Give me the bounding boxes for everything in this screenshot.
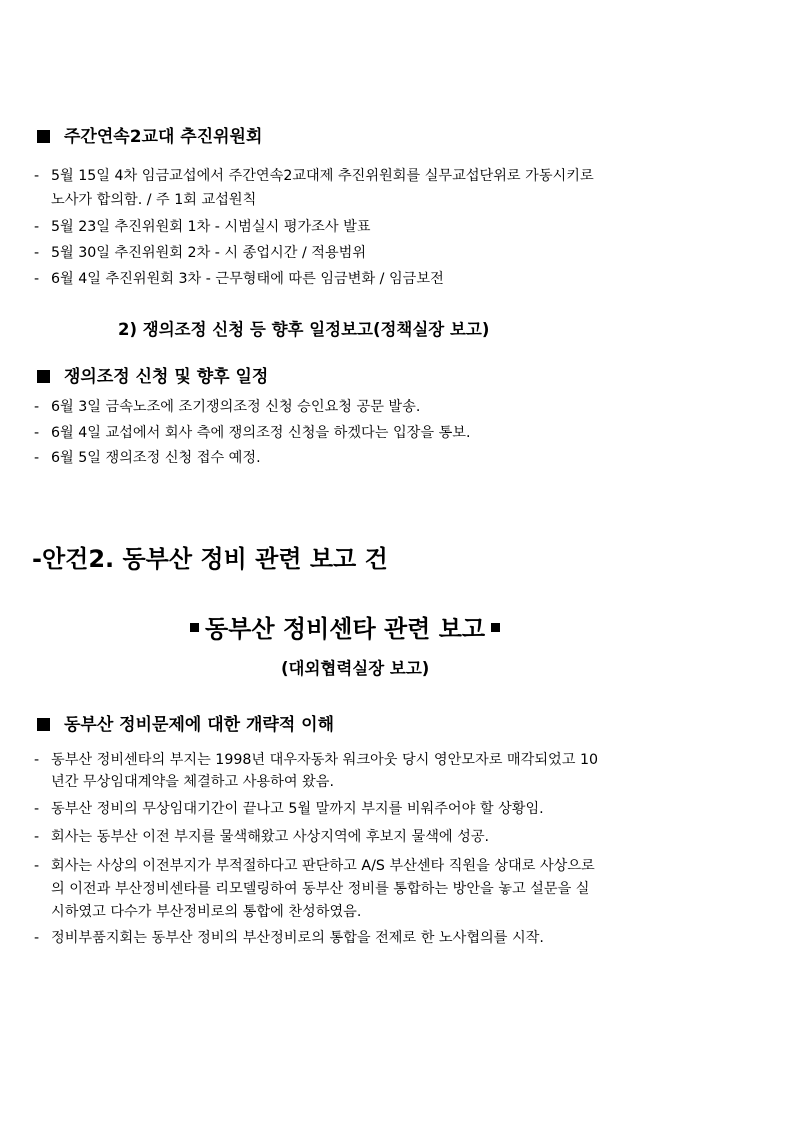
report-title <box>190 609 500 644</box>
list-item: - 동부산 정비의 무상임대기간이 끝나고 5월 말까지 부지를 비워주어야 할 상황임. <box>34 801 544 817</box>
section-heading-text: 동부산 정비문제에 대한 개략적 이해 <box>64 715 335 735</box>
sub-heading: 2) 쟁의조정 신청 등 향후 일정보고(정책실장 보고) <box>118 320 490 339</box>
square-bullet-icon <box>37 718 50 731</box>
agenda-title: -안건2. 동부산 정비 관련 보고 건 <box>32 545 388 573</box>
section-heading <box>37 362 268 387</box>
list-item: - 5월 23일 추진위원회 1차 - 시범실시 평가조사 발표 <box>34 219 371 235</box>
list-item-continuation: 년간 무상임대계약을 체결하고 사용하여 왔음. <box>51 774 334 790</box>
square-bullet-icon <box>491 623 500 632</box>
report-title-text: 동부산 정비센타 관련 보고 <box>205 615 486 643</box>
square-bullet-icon <box>37 370 50 383</box>
list-item: - 동부산 정비센타의 부지는 1998년 대우자동차 워크아웃 당시 영안모자로 매각되었고 10 <box>34 752 599 768</box>
report-subtitle: (대외협력실장 보고) <box>281 659 430 678</box>
list-item-continuation: 의 이전과 부산정비센타를 리모델링하여 동부산 정비를 통합하는 방안을 놓고 설문을 실 <box>51 881 590 897</box>
list-item: - 회사는 동부산 이전 부지를 물색해왔고 사상지역에 후보지 물색에 성공. <box>34 829 490 845</box>
list-item: - 6월 3일 금속노조에 조기쟁의조정 신청 승인요청 공문 발송. <box>34 399 421 415</box>
section-heading-text: 주간연속2교대 추진위원회 <box>64 127 263 147</box>
square-bullet-icon <box>190 623 199 632</box>
list-item: - 회사는 사상의 이전부지가 부적절하다고 판단하고 A/S 부산센타 직원을 상대로 사상으로 <box>34 858 595 874</box>
list-item: - 6월 4일 교섭에서 회사 측에 쟁의조정 신청을 하겠다는 입장을 통보. <box>34 425 471 441</box>
section-heading-text: 쟁의조정 신청 및 향후 일정 <box>64 367 269 387</box>
list-item: - 정비부품지회는 동부산 정비의 부산정비로의 통합을 전제로 한 노사협의를 시작. <box>34 930 544 946</box>
list-item: - 5월 30일 추진위원회 2차 - 시 종업시간 / 적용범위 <box>34 245 367 261</box>
list-item-continuation: 노사가 합의함. / 주 1회 교섭원칙 <box>51 192 257 208</box>
list-item: - 5월 15일 4차 임금교섭에서 주간연속2교대제 추진위원회를 실무교섭단위로 가동시키로 <box>34 168 594 184</box>
section-heading <box>37 710 334 735</box>
square-bullet-icon <box>37 130 50 143</box>
list-item: - 6월 5일 쟁의조정 신청 접수 예정. <box>34 450 261 466</box>
section-heading <box>37 122 262 147</box>
list-item-continuation: 시하였고 다수가 부산정비로의 통합에 찬성하였음. <box>51 904 362 920</box>
list-item: - 6월 4일 추진위원회 3차 - 근무형태에 따른 임금변화 / 임금보전 <box>34 271 444 287</box>
